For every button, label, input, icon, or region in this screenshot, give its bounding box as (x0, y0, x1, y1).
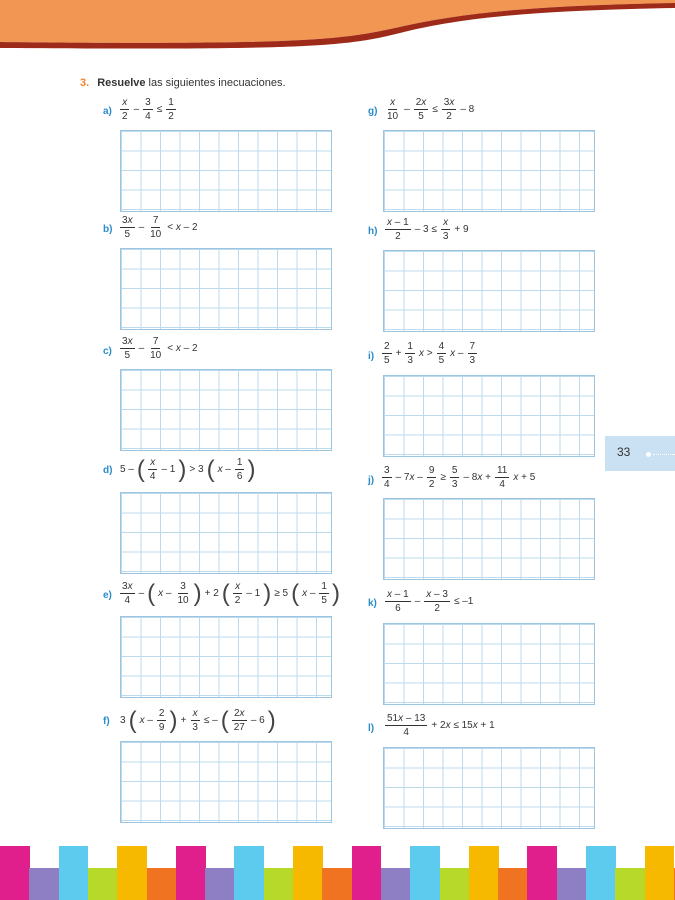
color-band-block (264, 868, 294, 900)
color-band-block (176, 846, 206, 900)
inequality-d: 5 – ( $\frac{x}{4}$ – 1 ) > 3 ( x – $\frac{1}{6}$ ) (120, 455, 256, 483)
answer-grid-h[interactable] (383, 250, 595, 332)
color-band-block (527, 846, 557, 900)
color-band-block (88, 868, 118, 900)
inequality-f: 3 ( x – $\frac{2}{9}$ ) + $\frac{x}{3}$ ≤ – ( $\frac{2x}{27}$ – 6 ) (120, 706, 276, 734)
exercise-verb: Resuelve (97, 77, 146, 89)
answer-grid-i[interactable] (383, 375, 595, 457)
color-band-block (557, 868, 587, 900)
color-band-block (615, 868, 645, 900)
label-k: k) (368, 598, 377, 609)
color-band-block (645, 846, 675, 900)
bottom-color-band (0, 846, 675, 900)
inequality-i: $\frac{2}{5}$ + $\frac{1}{3}$ x > $\frac{4}{5}$ x – $\frac{7}{3}$ (384, 341, 476, 366)
color-band-block (498, 868, 528, 900)
inequality-j: $\frac{3}{4}$ – 7x – $\frac{9}{2}$ ≥ $\frac{5}{3}$ – 8x + $\frac{11}{4}$ x + 5 (384, 465, 536, 490)
tab-dotted-line (653, 454, 675, 455)
color-band-block (293, 846, 323, 900)
label-h: h) (368, 226, 378, 237)
label-g: g) (368, 106, 378, 117)
answer-grid-k[interactable] (383, 623, 595, 705)
color-band-block (234, 846, 264, 900)
inequality-e: $\frac{3x}{4}$ – ( x – $\frac{3}{10}$ ) + 2 ( $\frac{x}{2}$ – 1 ) ≥ 5 ( x – $\frac{1}{5}$ ) (122, 579, 340, 607)
color-band-block (352, 846, 382, 900)
label-d: d) (103, 465, 113, 476)
color-band-block (147, 868, 177, 900)
label-b: b) (103, 224, 113, 235)
color-band-block (29, 868, 59, 900)
exercise-instruction: las siguientes inecuaciones. (145, 77, 286, 89)
answer-grid-d[interactable] (120, 492, 332, 574)
answer-grid-a[interactable] (120, 130, 332, 212)
label-e: e) (103, 590, 112, 601)
inequality-g: $\frac{x}{10}$ – $\frac{2x}{5}$ ≤ $\frac{3x}{2}$ – 8 (387, 97, 475, 122)
tab-dot-icon (646, 452, 651, 457)
answer-grid-f[interactable] (120, 741, 332, 823)
color-band-block (381, 868, 411, 900)
page-number: 33 (617, 445, 631, 459)
color-band-block (586, 846, 616, 900)
label-l: l) (368, 723, 375, 734)
inequality-l: $\frac{51x - 13}{4}$ + 2x ≤ 15x + 1 (387, 713, 495, 738)
answer-grid-c[interactable] (120, 369, 332, 451)
answer-grid-j[interactable] (383, 498, 595, 580)
inequality-b: $\frac{3x}{5}$ – $\frac{7}{10}$ < x – 2 (122, 215, 198, 240)
answer-grid-e[interactable] (120, 616, 332, 698)
inequality-c: $\frac{3x}{5}$ – $\frac{7}{10}$ < x – 2 (122, 336, 198, 361)
inequality-h: $\frac{x - 1}{2}$ – 3 ≤ $\frac{x}{3}$ + 9 (387, 217, 469, 242)
label-j: j) (368, 475, 375, 486)
color-band-block (59, 846, 89, 900)
exercise-number: 3. (80, 77, 90, 89)
color-band-block (469, 846, 499, 900)
color-band-block (440, 868, 470, 900)
color-band-block (322, 868, 352, 900)
exercise-heading (80, 77, 286, 89)
color-band-block (117, 846, 147, 900)
answer-grid-b[interactable] (120, 248, 332, 330)
inequality-a: $\frac{x}{2}$ – $\frac{3}{4}$ ≤ $\frac{1}{2}$ (122, 97, 174, 122)
color-band-block (0, 846, 30, 900)
inequality-k: $\frac{x - 1}{6}$ – $\frac{x - 3}{2}$ ≤ –1 (387, 589, 474, 614)
answer-grid-l[interactable] (383, 747, 595, 829)
label-f: f) (103, 716, 110, 727)
label-a: a) (103, 106, 112, 117)
label-i: i) (368, 351, 375, 362)
answer-grid-g[interactable] (383, 130, 595, 212)
label-c: c) (103, 346, 112, 357)
color-band-block (205, 868, 235, 900)
color-band-block (410, 846, 440, 900)
header-banner (0, 0, 675, 60)
